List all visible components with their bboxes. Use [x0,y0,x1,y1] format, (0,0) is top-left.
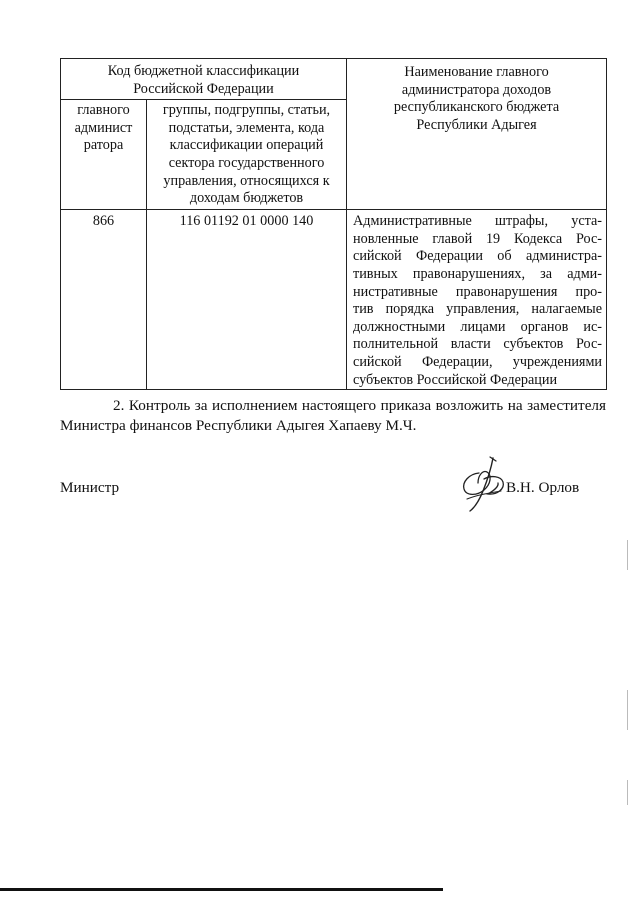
scan-edge-mark [627,690,628,730]
admin-code-cell: 866 [61,210,147,390]
paragraph-line: Министра финансов Республики Адыгея Хапаеву М.Ч. [60,416,417,434]
budget-classification-table [60,58,607,390]
header-admin-line: админист [74,119,133,136]
scan-edge-mark [627,780,628,805]
header-budget-code-line: Российской Федерации [133,80,274,97]
bottom-rule [0,888,443,891]
header-groups-line: управления, относящихся к [163,172,330,189]
description-line: сийской Федерации об администра- [353,248,603,265]
description-line: нистративные правонарушения про- [353,283,603,300]
header-admin-line: ратора [83,137,124,154]
income-code-cell: 116 01192 01 0000 140 [147,210,347,390]
income-description-cell [347,210,607,390]
signatory-title: Министр [60,479,120,496]
description-line: должностными лицами органов ис- [353,318,603,335]
header-groups-line: сектора государственного [168,154,325,171]
scan-edge-mark [627,540,628,570]
header-name-line: республиканского бюджета [393,99,560,116]
description-line: новленные главой 19 Кодекса Рос- [353,230,603,247]
description-line: тив порядка управления, налагаемые [353,301,603,318]
header-budget-code [61,59,347,100]
header-income-groups [147,100,347,210]
handwritten-signature-icon [457,455,509,513]
description-line: сийской Федерации, учреждениями [353,353,603,370]
header-groups-line: классификации операций [169,137,324,154]
signatory-name: В.Н. Орлов [506,479,580,496]
header-budget-code-line: Код бюджетной классификации [107,63,300,79]
header-groups-line: доходам бюджетов [189,190,304,207]
header-administrator-name [347,59,607,210]
table-row [61,210,607,390]
paragraph-line: 2. Контроль за исполнением настоящего приказа возложить на заместителя [113,397,606,414]
header-main-administrator [61,100,147,210]
header-groups-line: подстатьи, элемента, кода [168,119,325,136]
description-line: тивных правонарушениях, за адми- [353,265,603,282]
header-groups-line: группы, подгруппы, статьи, [162,102,331,119]
description-line: субъектов Российской Федерации [353,371,558,388]
control-paragraph [60,396,606,435]
header-name-line: Наименование главного [404,64,549,80]
header-name-line: Республики Адыгея [416,116,537,133]
header-admin-line: главного [77,102,130,119]
description-line: Административные штрафы, уста- [353,213,603,230]
description-line: полнительной власти субъектов Рос- [353,336,603,353]
header-name-line: администратора доходов [401,81,552,98]
